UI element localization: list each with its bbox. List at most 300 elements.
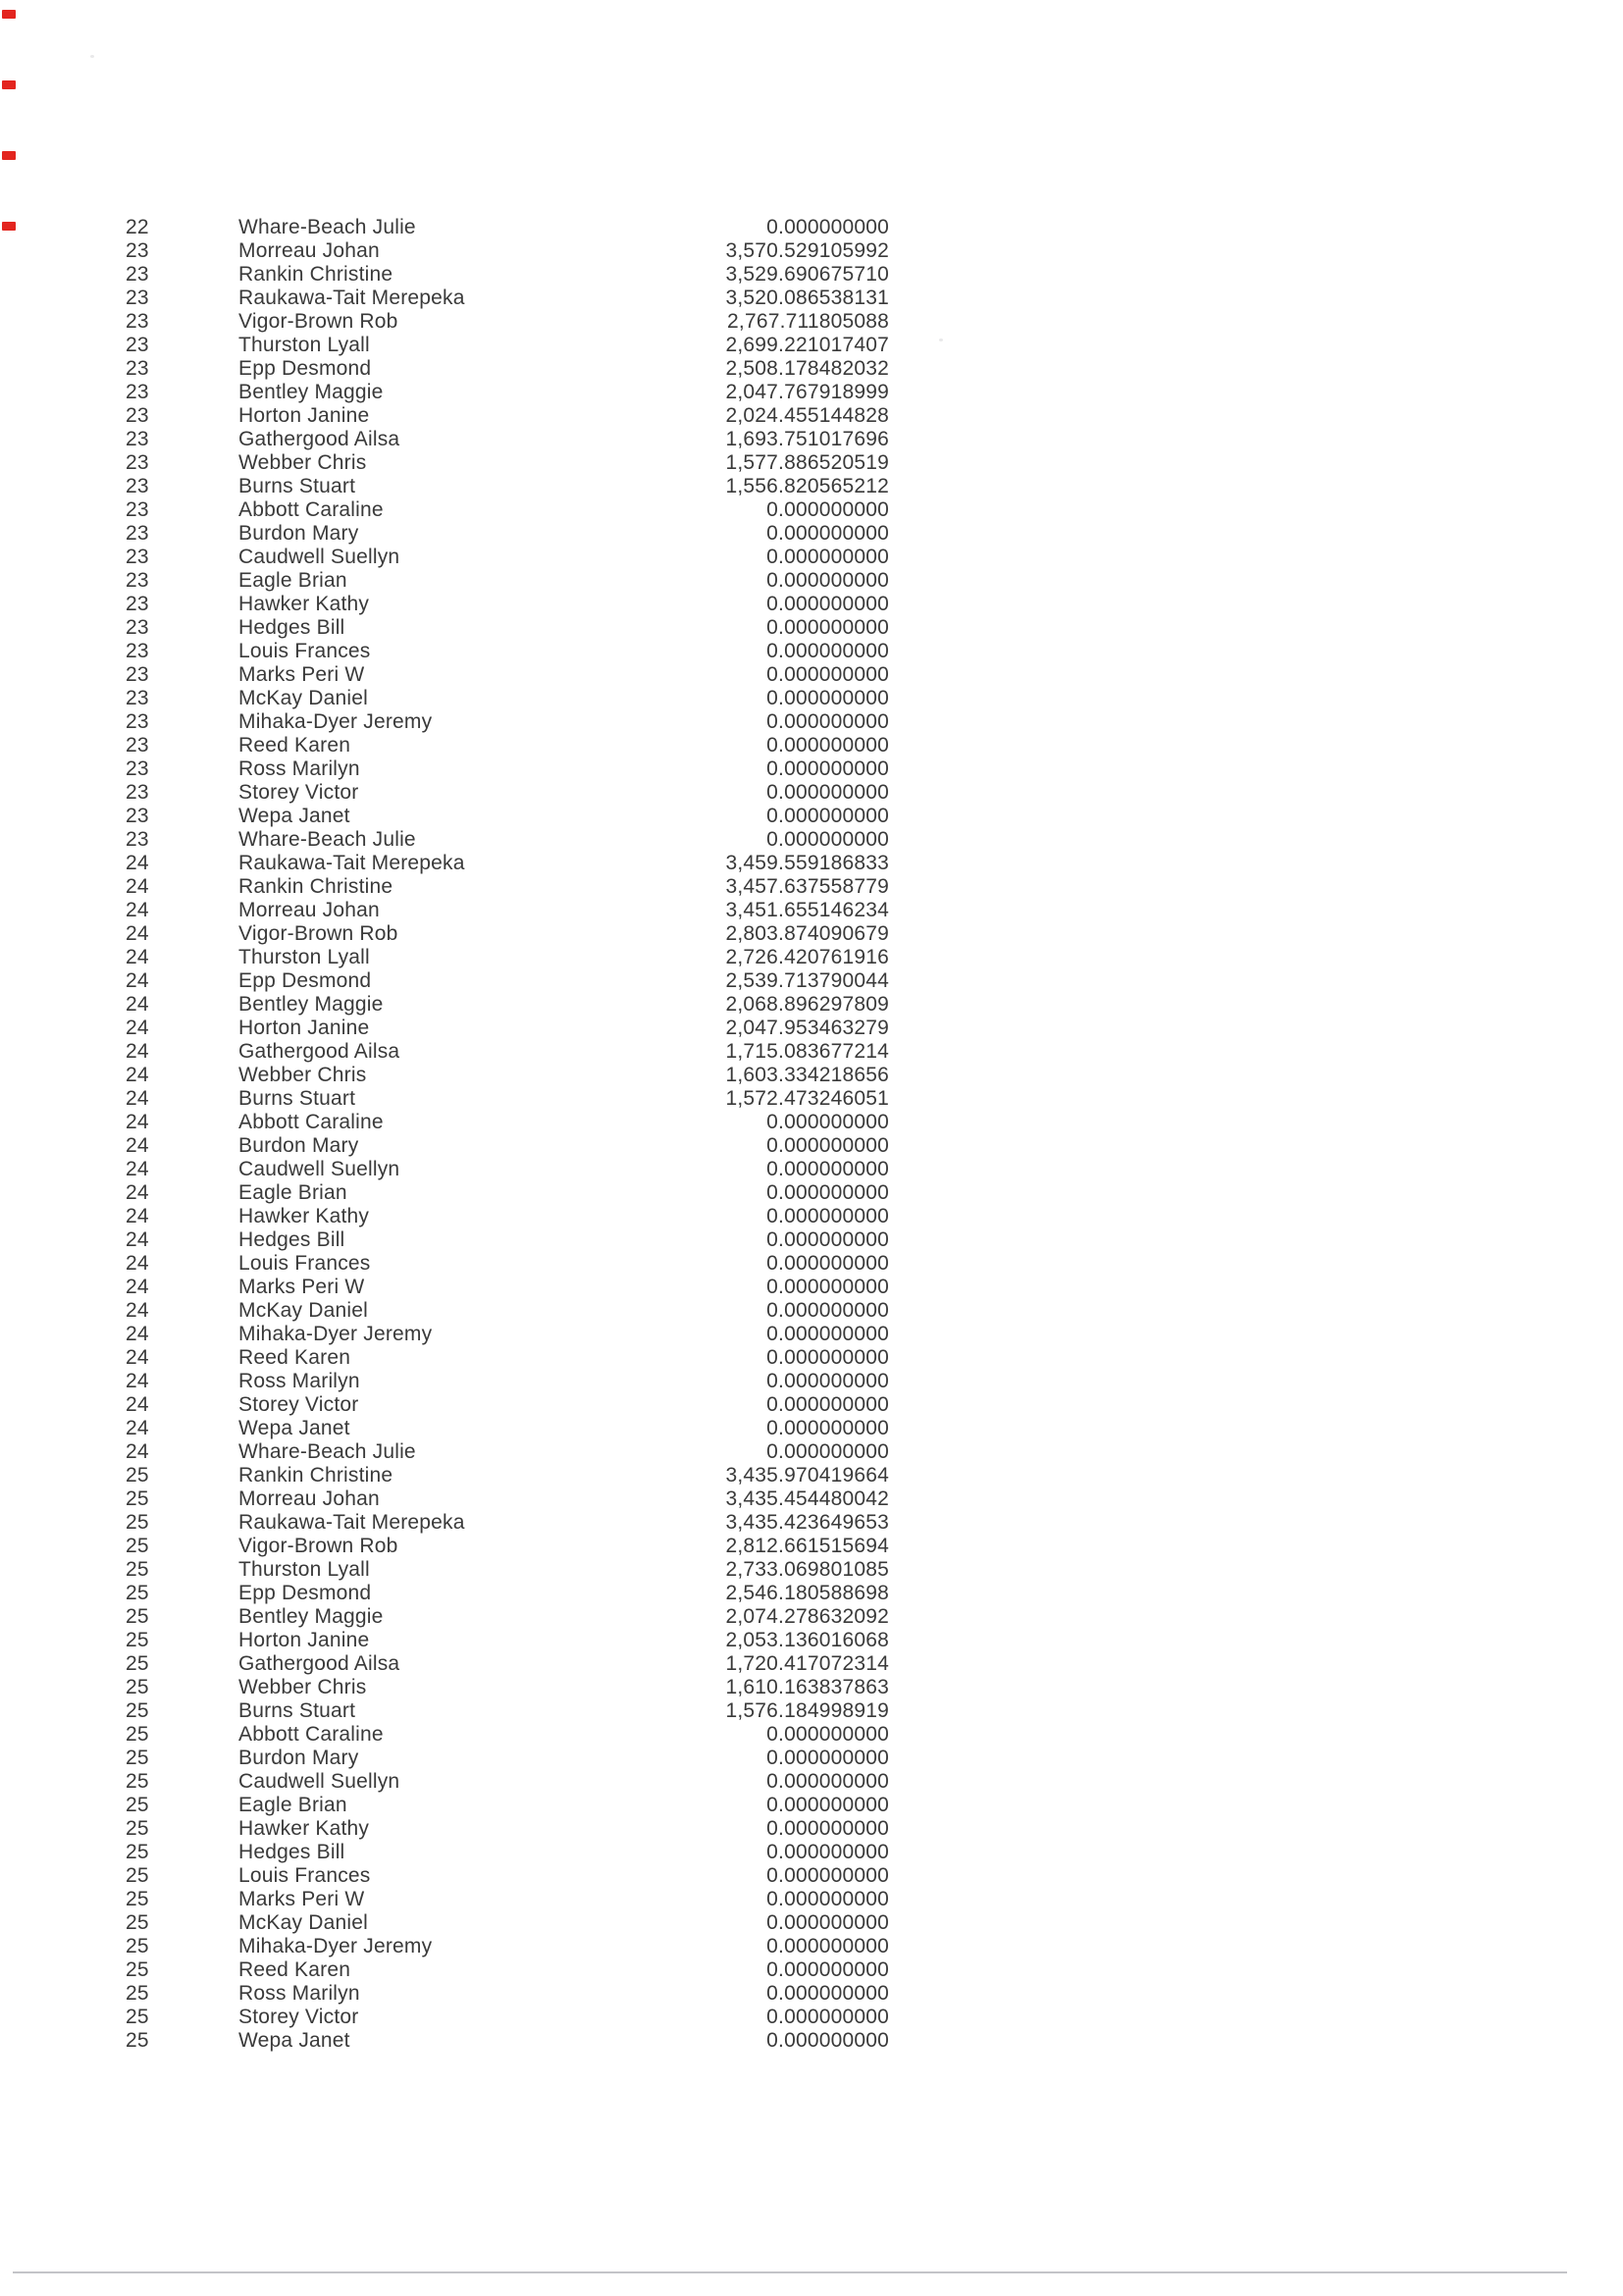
cell-value: 0.000000000 [766, 569, 889, 592]
table-row [0, 263, 1623, 287]
cell-name: Ross Marilyn [238, 757, 360, 780]
table-row [0, 475, 1623, 498]
cell-value: 0.000000000 [766, 1417, 889, 1439]
cell-round: 23 [126, 546, 149, 568]
cell-value: 3,570.529105992 [725, 239, 889, 262]
cell-round: 25 [126, 1605, 149, 1628]
cell-value: 1,556.820565212 [725, 475, 889, 497]
cell-round: 23 [126, 522, 149, 545]
table-row [0, 734, 1623, 757]
cell-round: 22 [126, 216, 149, 238]
cell-name: Wepa Janet [238, 2029, 350, 2052]
cell-value: 2,803.874090679 [725, 922, 889, 945]
cell-round: 25 [126, 1629, 149, 1651]
cell-name: Raukawa-Tait Merepeka [238, 1511, 465, 1534]
table-row [0, 546, 1623, 569]
cell-round: 25 [126, 1699, 149, 1722]
cell-value: 2,024.455144828 [725, 404, 889, 427]
table-row [0, 1252, 1623, 1276]
cell-round: 23 [126, 569, 149, 592]
red-edge-mark [2, 10, 16, 19]
table-row [0, 946, 1623, 969]
cell-round: 23 [126, 734, 149, 757]
cell-round: 25 [126, 1487, 149, 1510]
cell-value: 2,546.180588698 [725, 1582, 889, 1604]
table-row [0, 1276, 1623, 1299]
cell-value: 0.000000000 [766, 1252, 889, 1275]
cell-round: 23 [126, 498, 149, 521]
table-row [0, 239, 1623, 263]
cell-value: 2,068.896297809 [725, 993, 889, 1016]
cell-value: 0.000000000 [766, 734, 889, 757]
cell-name: Horton Janine [238, 1629, 370, 1651]
cell-name: Thurston Lyall [238, 946, 370, 968]
cell-value: 0.000000000 [766, 805, 889, 827]
cell-name: Gathergood Ailsa [238, 1652, 400, 1675]
cell-value: 0.000000000 [766, 687, 889, 709]
scan-speck [90, 55, 94, 58]
cell-round: 24 [126, 1393, 149, 1416]
table-row [0, 1017, 1623, 1040]
table-row [0, 428, 1623, 451]
table-row [0, 569, 1623, 593]
cell-round: 25 [126, 1582, 149, 1604]
table-row [0, 1511, 1623, 1535]
table-row [0, 687, 1623, 710]
cell-name: Eagle Brian [238, 1794, 347, 1816]
cell-name: Storey Victor [238, 1393, 359, 1416]
cell-round: 25 [126, 1911, 149, 1934]
cell-value: 0.000000000 [766, 1911, 889, 1934]
table-row [0, 357, 1623, 381]
table-row [0, 899, 1623, 922]
table-row [0, 1040, 1623, 1064]
cell-name: Marks Peri W [238, 663, 365, 686]
cell-value: 1,610.163837863 [725, 1676, 889, 1698]
table-row [0, 1323, 1623, 1346]
scan-speck [939, 339, 943, 341]
table-row [0, 1228, 1623, 1252]
table-row [0, 1935, 1623, 1958]
cell-round: 23 [126, 475, 149, 497]
table-row [0, 404, 1623, 428]
cell-round: 24 [126, 1158, 149, 1180]
cell-name: Raukawa-Tait Merepeka [238, 287, 465, 309]
cell-value: 2,074.278632092 [725, 1605, 889, 1628]
cell-round: 24 [126, 1040, 149, 1063]
cell-round: 24 [126, 922, 149, 945]
cell-name: Abbott Caraline [238, 498, 384, 521]
table-row [0, 1440, 1623, 1464]
cell-round: 24 [126, 875, 149, 898]
cell-name: Ross Marilyn [238, 1370, 360, 1392]
table-row [0, 875, 1623, 899]
cell-round: 25 [126, 1747, 149, 1769]
table-row [0, 1911, 1623, 1935]
table-row [0, 1558, 1623, 1582]
table-row [0, 640, 1623, 663]
cell-name: Abbott Caraline [238, 1111, 384, 1133]
table-row [0, 1181, 1623, 1205]
cell-value: 0.000000000 [766, 1181, 889, 1204]
cell-round: 23 [126, 263, 149, 286]
cell-value: 1,576.184998919 [725, 1699, 889, 1722]
cell-round: 23 [126, 616, 149, 639]
cell-name: Burns Stuart [238, 475, 356, 497]
cell-value: 0.000000000 [766, 1723, 889, 1746]
cell-name: Burdon Mary [238, 1134, 359, 1157]
cell-round: 23 [126, 687, 149, 709]
cell-name: Webber Chris [238, 1064, 367, 1086]
cell-value: 0.000000000 [766, 1346, 889, 1369]
cell-value: 0.000000000 [766, 522, 889, 545]
table-row [0, 1111, 1623, 1134]
cell-value: 0.000000000 [766, 1440, 889, 1463]
cell-round: 25 [126, 1770, 149, 1793]
cell-name: Hawker Kathy [238, 1817, 370, 1840]
cell-name: Louis Frances [238, 640, 371, 662]
cell-round: 24 [126, 1087, 149, 1110]
cell-name: Webber Chris [238, 451, 367, 474]
cell-round: 25 [126, 1794, 149, 1816]
cell-value: 2,508.178482032 [725, 357, 889, 380]
cell-value: 0.000000000 [766, 757, 889, 780]
cell-round: 24 [126, 1346, 149, 1369]
table-row [0, 1346, 1623, 1370]
table-row [0, 1158, 1623, 1181]
cell-round: 23 [126, 663, 149, 686]
table-row [0, 1864, 1623, 1888]
cell-name: Reed Karen [238, 1958, 351, 1981]
cell-round: 24 [126, 899, 149, 921]
cell-round: 23 [126, 310, 149, 333]
cell-value: 1,720.417072314 [725, 1652, 889, 1675]
cell-value: 0.000000000 [766, 663, 889, 686]
table-row [0, 852, 1623, 875]
cell-value: 0.000000000 [766, 1228, 889, 1251]
cell-round: 24 [126, 946, 149, 968]
cell-name: Marks Peri W [238, 1276, 365, 1298]
cell-name: McKay Daniel [238, 687, 368, 709]
cell-value: 2,767.711805088 [727, 310, 889, 333]
cell-name: Wepa Janet [238, 805, 350, 827]
cell-name: Burdon Mary [238, 1747, 359, 1769]
cell-value: 3,435.454480042 [725, 1487, 889, 1510]
cell-value: 3,529.690675710 [725, 263, 889, 286]
cell-round: 25 [126, 2006, 149, 2028]
table-row [0, 1770, 1623, 1794]
cell-value: 1,603.334218656 [725, 1064, 889, 1086]
cell-value: 1,693.751017696 [725, 428, 889, 450]
table-row [0, 1393, 1623, 1417]
cell-name: Burdon Mary [238, 522, 359, 545]
cell-round: 23 [126, 334, 149, 356]
cell-round: 23 [126, 710, 149, 733]
table-row [0, 1958, 1623, 1982]
cell-round: 25 [126, 1652, 149, 1675]
cell-name: Ross Marilyn [238, 1982, 360, 2005]
cell-name: Caudwell Suellyn [238, 1158, 400, 1180]
cell-value: 2,047.953463279 [725, 1017, 889, 1039]
table-row [0, 451, 1623, 475]
cell-value: 2,539.713790044 [725, 969, 889, 992]
cell-value: 0.000000000 [766, 1982, 889, 2005]
cell-round: 24 [126, 1370, 149, 1392]
table-row [0, 1888, 1623, 1911]
table-row [0, 310, 1623, 334]
cell-value: 2,047.767918999 [725, 381, 889, 403]
cell-round: 24 [126, 1064, 149, 1086]
cell-round: 24 [126, 1299, 149, 1322]
cell-round: 23 [126, 781, 149, 804]
cell-value: 0.000000000 [766, 1864, 889, 1887]
cell-value: 2,726.420761916 [725, 946, 889, 968]
cell-round: 23 [126, 805, 149, 827]
cell-value: 0.000000000 [766, 1794, 889, 1816]
table-row [0, 1699, 1623, 1723]
cell-value: 0.000000000 [766, 1111, 889, 1133]
cell-round: 25 [126, 1982, 149, 2005]
cell-name: Vigor-Brown Rob [238, 310, 398, 333]
cell-value: 3,520.086538131 [725, 287, 889, 309]
cell-value: 2,733.069801085 [725, 1558, 889, 1581]
table-row [0, 1747, 1623, 1770]
cell-name: Gathergood Ailsa [238, 428, 400, 450]
cell-name: Abbott Caraline [238, 1723, 384, 1746]
cell-name: Whare-Beach Julie [238, 828, 416, 851]
cell-name: Caudwell Suellyn [238, 546, 400, 568]
cell-round: 24 [126, 1134, 149, 1157]
cell-round: 23 [126, 451, 149, 474]
table-row [0, 334, 1623, 357]
table-row [0, 1417, 1623, 1440]
results-table [0, 216, 1623, 2053]
cell-name: Epp Desmond [238, 969, 372, 992]
cell-round: 24 [126, 1205, 149, 1227]
table-row [0, 781, 1623, 805]
cell-name: Storey Victor [238, 781, 359, 804]
cell-name: Mihaka-Dyer Jeremy [238, 1935, 433, 1957]
table-row [0, 1464, 1623, 1487]
cell-name: Rankin Christine [238, 263, 393, 286]
cell-name: Eagle Brian [238, 569, 347, 592]
cell-round: 24 [126, 1017, 149, 1039]
cell-name: Thurston Lyall [238, 1558, 370, 1581]
cell-round: 23 [126, 757, 149, 780]
cell-round: 24 [126, 993, 149, 1016]
cell-round: 25 [126, 1723, 149, 1746]
table-row [0, 2029, 1623, 2053]
table-row [0, 1535, 1623, 1558]
cell-value: 0.000000000 [766, 1134, 889, 1157]
cell-name: Storey Victor [238, 2006, 359, 2028]
cell-value: 2,053.136016068 [725, 1629, 889, 1651]
cell-round: 24 [126, 1252, 149, 1275]
cell-value: 3,435.423649653 [725, 1511, 889, 1534]
cell-name: Eagle Brian [238, 1181, 347, 1204]
cell-round: 23 [126, 239, 149, 262]
cell-name: Hawker Kathy [238, 593, 370, 615]
cell-round: 23 [126, 357, 149, 380]
table-row [0, 1982, 1623, 2006]
table-row [0, 1582, 1623, 1605]
table-row [0, 922, 1623, 946]
cell-round: 25 [126, 1676, 149, 1698]
cell-value: 0.000000000 [766, 616, 889, 639]
table-row [0, 1299, 1623, 1323]
cell-name: Burns Stuart [238, 1699, 356, 1722]
cell-value: 0.000000000 [766, 498, 889, 521]
table-row [0, 616, 1623, 640]
cell-value: 0.000000000 [766, 216, 889, 238]
cell-round: 25 [126, 1511, 149, 1534]
cell-value: 0.000000000 [766, 1888, 889, 1910]
cell-name: Epp Desmond [238, 1582, 372, 1604]
cell-value: 0.000000000 [766, 593, 889, 615]
cell-name: Raukawa-Tait Merepeka [238, 852, 465, 874]
table-row [0, 498, 1623, 522]
table-row [0, 1794, 1623, 1817]
cell-value: 0.000000000 [766, 781, 889, 804]
cell-name: Burns Stuart [238, 1087, 356, 1110]
cell-value: 0.000000000 [766, 2029, 889, 2052]
cell-name: Morreau Johan [238, 239, 380, 262]
cell-value: 0.000000000 [766, 640, 889, 662]
cell-value: 0.000000000 [766, 1299, 889, 1322]
cell-value: 0.000000000 [766, 1323, 889, 1345]
cell-round: 25 [126, 1864, 149, 1887]
footer-rule [13, 2271, 1567, 2273]
table-row [0, 1629, 1623, 1652]
cell-name: Wepa Janet [238, 1417, 350, 1439]
table-row [0, 1205, 1623, 1228]
table-row [0, 757, 1623, 781]
cell-name: Vigor-Brown Rob [238, 922, 398, 945]
cell-round: 25 [126, 1958, 149, 1981]
cell-name: Caudwell Suellyn [238, 1770, 400, 1793]
cell-round: 24 [126, 852, 149, 874]
cell-name: Vigor-Brown Rob [238, 1535, 398, 1557]
table-row [0, 1652, 1623, 1676]
table-row [0, 1064, 1623, 1087]
table-row [0, 1370, 1623, 1393]
cell-round: 25 [126, 2029, 149, 2052]
table-row [0, 993, 1623, 1017]
cell-value: 0.000000000 [766, 1205, 889, 1227]
cell-name: Epp Desmond [238, 357, 372, 380]
cell-value: 0.000000000 [766, 1370, 889, 1392]
cell-round: 24 [126, 1228, 149, 1251]
cell-round: 23 [126, 593, 149, 615]
table-row [0, 1676, 1623, 1699]
table-row [0, 1841, 1623, 1864]
cell-value: 3,459.559186833 [725, 852, 889, 874]
cell-name: Bentley Maggie [238, 1605, 384, 1628]
cell-name: Morreau Johan [238, 899, 380, 921]
cell-round: 25 [126, 1888, 149, 1910]
cell-round: 24 [126, 1276, 149, 1298]
table-row [0, 1487, 1623, 1511]
cell-value: 0.000000000 [766, 1276, 889, 1298]
cell-name: Hedges Bill [238, 616, 345, 639]
cell-name: Gathergood Ailsa [238, 1040, 400, 1063]
cell-name: Rankin Christine [238, 1464, 393, 1487]
table-row [0, 805, 1623, 828]
red-edge-mark [2, 80, 16, 89]
table-row [0, 522, 1623, 546]
cell-value: 2,812.661515694 [725, 1535, 889, 1557]
cell-value: 0.000000000 [766, 1158, 889, 1180]
cell-value: 1,715.083677214 [725, 1040, 889, 1063]
cell-value: 3,457.637558779 [725, 875, 889, 898]
cell-name: Whare-Beach Julie [238, 216, 416, 238]
cell-name: McKay Daniel [238, 1299, 368, 1322]
cell-round: 24 [126, 1323, 149, 1345]
table-row [0, 1605, 1623, 1629]
cell-round: 25 [126, 1817, 149, 1840]
cell-name: Rankin Christine [238, 875, 393, 898]
cell-round: 25 [126, 1558, 149, 1581]
cell-name: Webber Chris [238, 1676, 367, 1698]
cell-round: 25 [126, 1464, 149, 1487]
cell-round: 24 [126, 1440, 149, 1463]
cell-value: 2,699.221017407 [725, 334, 889, 356]
cell-name: Bentley Maggie [238, 381, 384, 403]
cell-value: 0.000000000 [766, 1747, 889, 1769]
cell-value: 0.000000000 [766, 710, 889, 733]
cell-round: 24 [126, 1111, 149, 1133]
cell-name: Louis Frances [238, 1252, 371, 1275]
cell-value: 0.000000000 [766, 1393, 889, 1416]
cell-value: 0.000000000 [766, 546, 889, 568]
cell-name: Hawker Kathy [238, 1205, 370, 1227]
cell-value: 3,451.655146234 [725, 899, 889, 921]
cell-name: Reed Karen [238, 1346, 351, 1369]
table-row [0, 381, 1623, 404]
cell-value: 0.000000000 [766, 2006, 889, 2028]
cell-round: 25 [126, 1935, 149, 1957]
cell-name: Whare-Beach Julie [238, 1440, 416, 1463]
cell-round: 24 [126, 1417, 149, 1439]
table-row [0, 593, 1623, 616]
cell-name: Louis Frances [238, 1864, 371, 1887]
cell-round: 23 [126, 381, 149, 403]
table-row [0, 1134, 1623, 1158]
table-row [0, 663, 1623, 687]
cell-round: 25 [126, 1535, 149, 1557]
cell-name: Bentley Maggie [238, 993, 384, 1016]
cell-value: 1,577.886520519 [725, 451, 889, 474]
table-row [0, 969, 1623, 993]
cell-value: 3,435.970419664 [725, 1464, 889, 1487]
cell-name: Mihaka-Dyer Jeremy [238, 1323, 433, 1345]
cell-name: Hedges Bill [238, 1228, 345, 1251]
table-row [0, 710, 1623, 734]
cell-value: 0.000000000 [766, 1817, 889, 1840]
cell-round: 24 [126, 1181, 149, 1204]
cell-name: Thurston Lyall [238, 334, 370, 356]
cell-name: Horton Janine [238, 1017, 370, 1039]
cell-round: 23 [126, 287, 149, 309]
table-row [0, 1087, 1623, 1111]
cell-name: McKay Daniel [238, 1911, 368, 1934]
cell-value: 0.000000000 [766, 828, 889, 851]
cell-value: 0.000000000 [766, 1958, 889, 1981]
table-row [0, 2006, 1623, 2029]
cell-round: 23 [126, 404, 149, 427]
table-row [0, 1723, 1623, 1747]
cell-name: Reed Karen [238, 734, 351, 757]
